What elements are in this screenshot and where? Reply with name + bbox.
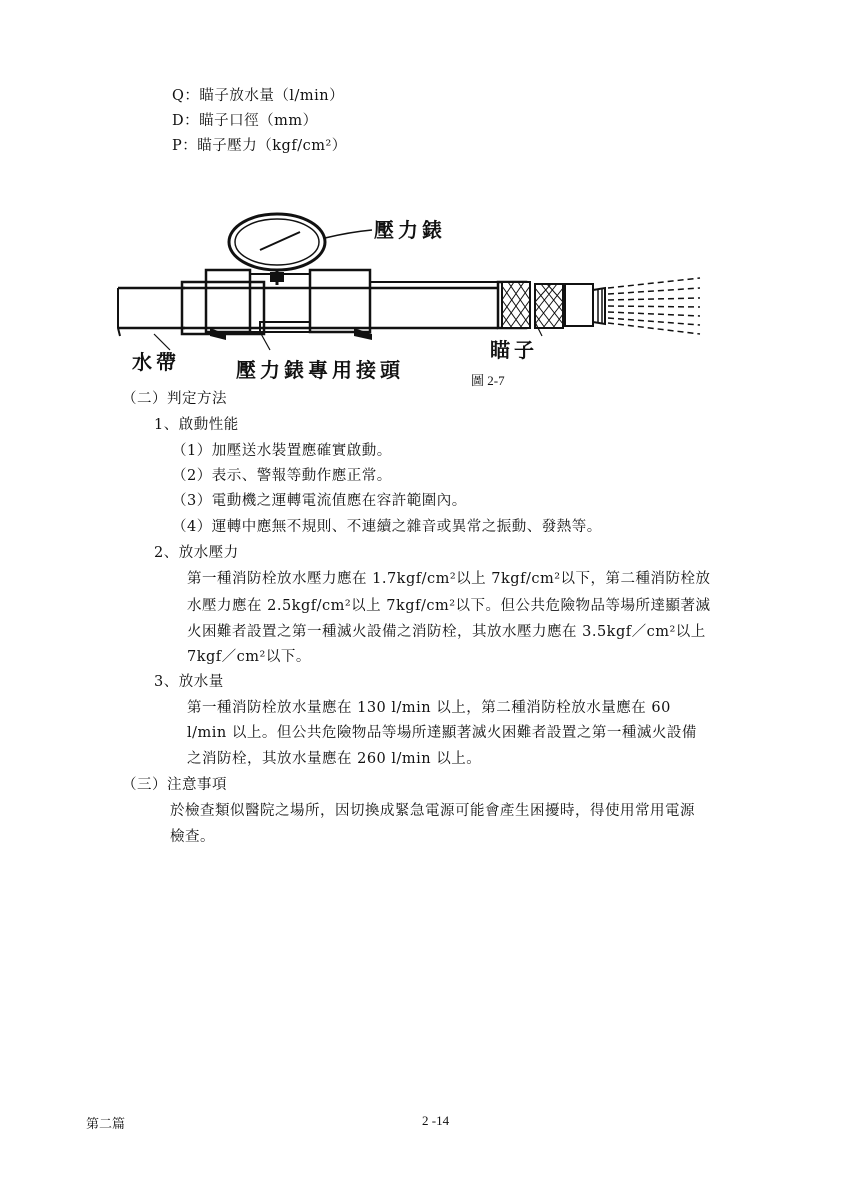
startup-item-2: （2）表示、警報等動作應正常。	[172, 468, 392, 484]
pressure-line-1: 第一種消防栓放水壓力應在 1.7kgf/cm²以上 7kgf/cm²以下，第二種消防栓放	[187, 571, 711, 587]
section-3-heading: （三）注意事項	[122, 777, 227, 793]
pressure-gauge-figure	[110, 210, 710, 390]
flow-line-1: 第一種消防栓放水量應在 130 l/min 以上，第二種消防栓放水量應在 60	[187, 700, 671, 716]
footer-part-label: 第二篇	[86, 1117, 126, 1132]
subsection-pressure-heading: 2、放水壓力	[154, 545, 239, 561]
label-pressure-gauge: 壓力錶	[374, 218, 446, 242]
startup-item-4: （4）運轉中應無不規則、不連續之雜音或異常之振動、發熱等。	[172, 519, 602, 535]
notes-line-2: 檢查。	[170, 829, 215, 845]
definition-d: D：瞄子口徑（mm）	[172, 113, 318, 129]
startup-item-1: （1）加壓送水裝置應確實啟動。	[172, 443, 392, 459]
label-nozzle: 瞄子	[490, 338, 538, 362]
flow-line-2: l/min 以上。但公共危險物品等場所達顯著滅火困難者設置之第一種滅火設備	[187, 725, 697, 741]
label-gauge-fitting: 壓力錶專用接頭	[236, 358, 404, 382]
pressure-line-3: 火困難者設置之第一種滅火設備之消防栓，其放水壓力應在 3.5kgf／cm²以上	[187, 624, 706, 640]
subsection-startup-heading: 1、啟動性能	[154, 417, 239, 433]
subsection-flow-heading: 3、放水量	[154, 674, 224, 690]
label-hose: 水帶	[132, 350, 180, 374]
definition-q: Q：瞄子放水量（l/min）	[172, 88, 345, 104]
notes-line-1: 於檢查類似醫院之場所，因切換成緊急電源可能會產生困擾時，得使用常用電源	[170, 803, 695, 819]
flow-line-3: 之消防栓，其放水量應在 260 l/min 以上。	[187, 751, 482, 767]
figure-caption: 圖 2-7	[471, 373, 505, 388]
startup-item-3: （3）電動機之運轉電流值應在容許範圍內。	[172, 493, 467, 509]
pressure-line-4: 7kgf／cm²以下。	[187, 649, 311, 665]
pressure-line-2: 水壓力應在 2.5kgf/cm²以上 7kgf/cm²以下。但公共危險物品等場所達顯著滅	[187, 598, 711, 614]
footer-page-number: 2 -14	[422, 1113, 450, 1128]
definition-p: P：瞄子壓力（kgf/cm²）	[172, 138, 347, 154]
section-2-heading: （二）判定方法	[122, 391, 227, 407]
